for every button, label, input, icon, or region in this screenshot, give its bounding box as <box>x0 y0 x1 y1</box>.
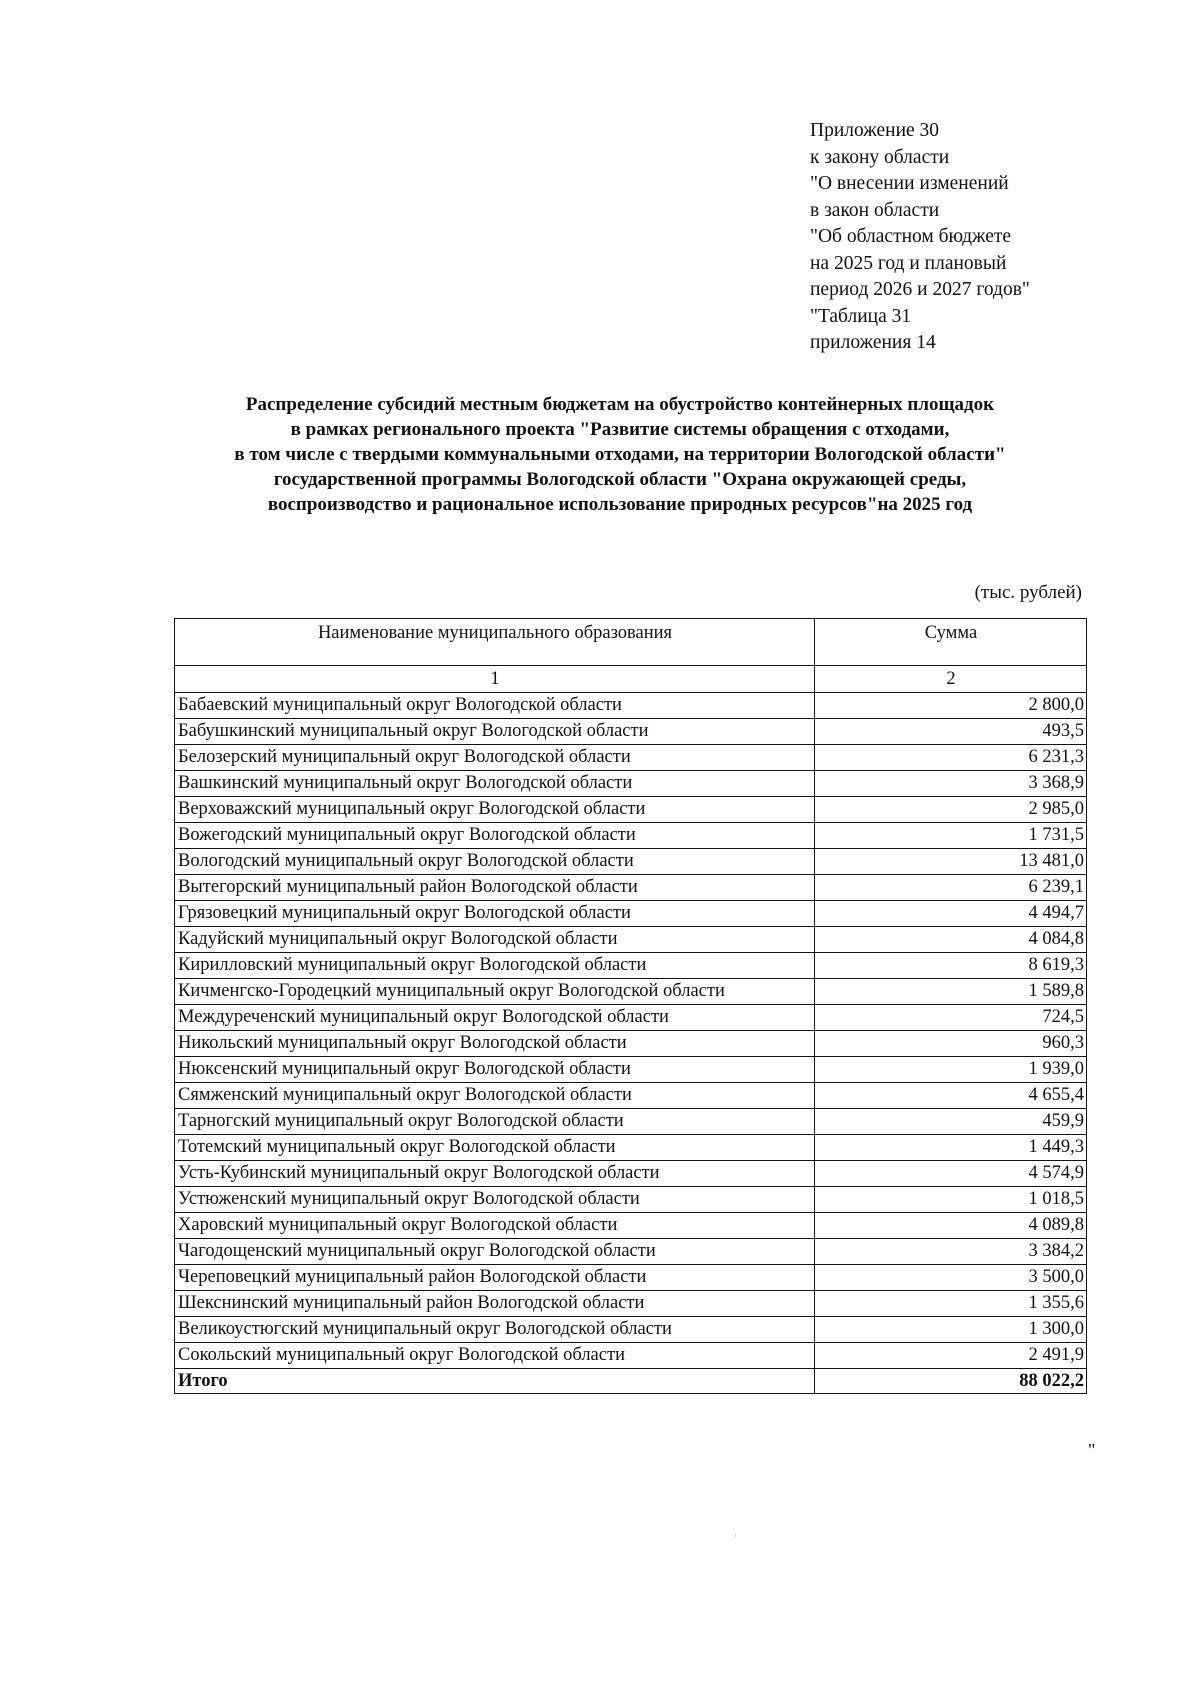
municipality-name: Череповецкий муниципальный район Вологодской области <box>175 1265 815 1291</box>
subsidy-amount: 2 491,9 <box>815 1343 1087 1369</box>
subsidy-amount: 1 731,5 <box>815 823 1087 849</box>
title-line: Распределение субсидий местным бюджетам на обустройство контейнерных площадок <box>245 394 995 415</box>
subsidy-amount: 1 355,6 <box>815 1291 1087 1317</box>
table-row <box>175 1109 1087 1135</box>
municipality-name: Великоустюгский муниципальный округ Вологодской области <box>175 1317 815 1343</box>
column-number: 2 <box>815 666 1087 693</box>
title-line: государственной программы Вологодской области "Охрана окружающей среды, <box>273 469 967 490</box>
subsidy-amount: 1 449,3 <box>815 1135 1087 1161</box>
title-line: в рамках регионального проекта "Развитие системы обращения с отходами, <box>290 419 950 440</box>
municipality-name: Устюженский муниципальный округ Вологодской области <box>175 1187 815 1213</box>
subsidy-amount: 8 619,3 <box>815 953 1087 979</box>
appendix-line: "Таблица 31 <box>810 305 912 327</box>
subsidy-amount: 493,5 <box>815 719 1087 745</box>
subsidy-amount: 459,9 <box>815 1109 1087 1135</box>
subsidy-amount: 3 500,0 <box>815 1265 1087 1291</box>
subsidy-amount: 1 018,5 <box>815 1187 1087 1213</box>
title-line: в том числе с твердыми коммунальными отходами, на территории Вологодской области" <box>234 444 1006 465</box>
table-row <box>175 719 1087 745</box>
table-row <box>175 693 1087 719</box>
appendix-reference <box>810 118 1170 357</box>
subsidy-amount: 1 939,0 <box>815 1057 1087 1083</box>
table-row <box>175 1161 1087 1187</box>
column-number-row <box>175 666 1087 693</box>
municipality-name: Кичменгско-Городецкий муниципальный округ Вологодской области <box>175 979 815 1005</box>
appendix-line: "Об областном бюджете <box>810 226 1012 247</box>
units-label: (тыс. рублей) <box>974 582 1082 603</box>
table-row <box>175 1031 1087 1057</box>
table-row <box>175 1239 1087 1265</box>
header-amount: Сумма <box>815 619 1087 666</box>
municipality-name: Верховажский муниципальный округ Вологодской области <box>175 797 815 823</box>
subsidy-amount: 6 239,1 <box>815 875 1087 901</box>
municipality-name: Междуреченский муниципальный округ Вологодской области <box>175 1005 815 1031</box>
municipality-name: Никольский муниципальный округ Вологодской области <box>175 1031 815 1057</box>
subsidy-amount: 960,3 <box>815 1031 1087 1057</box>
municipality-name: Кадуйский муниципальный округ Вологодской области <box>175 927 815 953</box>
table-header-row <box>175 619 1087 666</box>
subsidy-amount: 13 481,0 <box>815 849 1087 875</box>
appendix-line: приложения 14 <box>810 332 936 353</box>
appendix-line: период 2026 и 2027 годов" <box>810 279 1030 300</box>
subsidy-table <box>174 618 1087 1394</box>
municipality-name: Харовский муниципальный округ Вологодской области <box>175 1213 815 1239</box>
municipality-name: Белозерский муниципальный округ Вологодской области <box>175 745 815 771</box>
closing-quote: " <box>1088 1440 1096 1460</box>
municipality-name: Чагодощенский муниципальный округ Вологодской области <box>175 1239 815 1265</box>
table-row <box>175 1291 1087 1317</box>
municipality-name: Тарногский муниципальный округ Вологодской области <box>175 1109 815 1135</box>
table-body <box>175 666 1087 1369</box>
appendix-line: Приложение 30 <box>810 120 940 141</box>
subsidy-amount: 1 589,8 <box>815 979 1087 1005</box>
subsidy-amount: 4 494,7 <box>815 901 1087 927</box>
table-row <box>175 797 1087 823</box>
municipality-name: Вашкинский муниципальный округ Вологодской области <box>175 771 815 797</box>
subsidy-amount: 4 574,9 <box>815 1161 1087 1187</box>
table-row <box>175 901 1087 927</box>
table-row <box>175 1317 1087 1343</box>
subsidy-amount: 724,5 <box>815 1005 1087 1031</box>
table-row <box>175 745 1087 771</box>
table-row <box>175 953 1087 979</box>
table-row <box>175 927 1087 953</box>
municipality-name: Вытегорский муниципальный район Вологодской области <box>175 875 815 901</box>
header-municipality: Наименование муниципального образования <box>175 619 815 666</box>
table-row <box>175 1265 1087 1291</box>
title-line: воспроизводство и рациональное использование природных ресурсов"на 2025 год <box>267 494 973 515</box>
total-value: 88 022,2 <box>815 1369 1087 1394</box>
subsidy-amount: 6 231,3 <box>815 745 1087 771</box>
municipality-name: Бабушкинский муниципальный округ Вологодской области <box>175 719 815 745</box>
subsidy-amount: 2 800,0 <box>815 693 1087 719</box>
municipality-name: Сямженский муниципальный округ Вологодской области <box>175 1083 815 1109</box>
municipality-name: Тотемский муниципальный округ Вологодской области <box>175 1135 815 1161</box>
table-row <box>175 1213 1087 1239</box>
subsidy-amount: 4 084,8 <box>815 927 1087 953</box>
municipality-name: Нюксенский муниципальный округ Вологодской области <box>175 1057 815 1083</box>
municipality-name: Вологодский муниципальный округ Вологодской области <box>175 849 815 875</box>
subsidy-amount: 4 655,4 <box>815 1083 1087 1109</box>
table-row <box>175 1135 1087 1161</box>
table-row <box>175 1057 1087 1083</box>
total-row <box>175 1369 1087 1394</box>
total-label: Итого <box>175 1369 815 1394</box>
municipality-name: Сокольский муниципальный округ Вологодской области <box>175 1343 815 1369</box>
municipality-name: Кирилловский муниципальный округ Вологодской области <box>175 953 815 979</box>
table-row <box>175 1083 1087 1109</box>
table-row <box>175 1005 1087 1031</box>
table-row <box>175 849 1087 875</box>
document-title <box>130 392 1110 517</box>
appendix-line: на 2025 год и плановый <box>810 252 1007 274</box>
table-row <box>175 771 1087 797</box>
municipality-name: Усть-Кубинский муниципальный округ Вологодской области <box>175 1161 815 1187</box>
subsidy-amount: 4 089,8 <box>815 1213 1087 1239</box>
appendix-line: "О внесении изменений <box>810 173 1009 194</box>
appendix-line: в закон области <box>810 199 940 221</box>
subsidy-amount: 3 368,9 <box>815 771 1087 797</box>
subsidy-amount: 1 300,0 <box>815 1317 1087 1343</box>
scan-speck <box>735 1534 736 1537</box>
table-row <box>175 979 1087 1005</box>
municipality-name: Шекснинский муниципальный район Вологодской области <box>175 1291 815 1317</box>
table-row <box>175 875 1087 901</box>
subsidy-amount: 2 985,0 <box>815 797 1087 823</box>
subsidy-amount: 3 384,2 <box>815 1239 1087 1265</box>
appendix-line: к закону области <box>810 146 950 168</box>
table-row <box>175 1343 1087 1369</box>
municipality-name: Вожегодский муниципальный округ Вологодской области <box>175 823 815 849</box>
municipality-name: Бабаевский муниципальный округ Вологодской области <box>175 693 815 719</box>
table-row <box>175 1187 1087 1213</box>
table-row <box>175 823 1087 849</box>
column-number: 1 <box>175 666 815 693</box>
municipality-name: Грязовецкий муниципальный округ Вологодской области <box>175 901 815 927</box>
